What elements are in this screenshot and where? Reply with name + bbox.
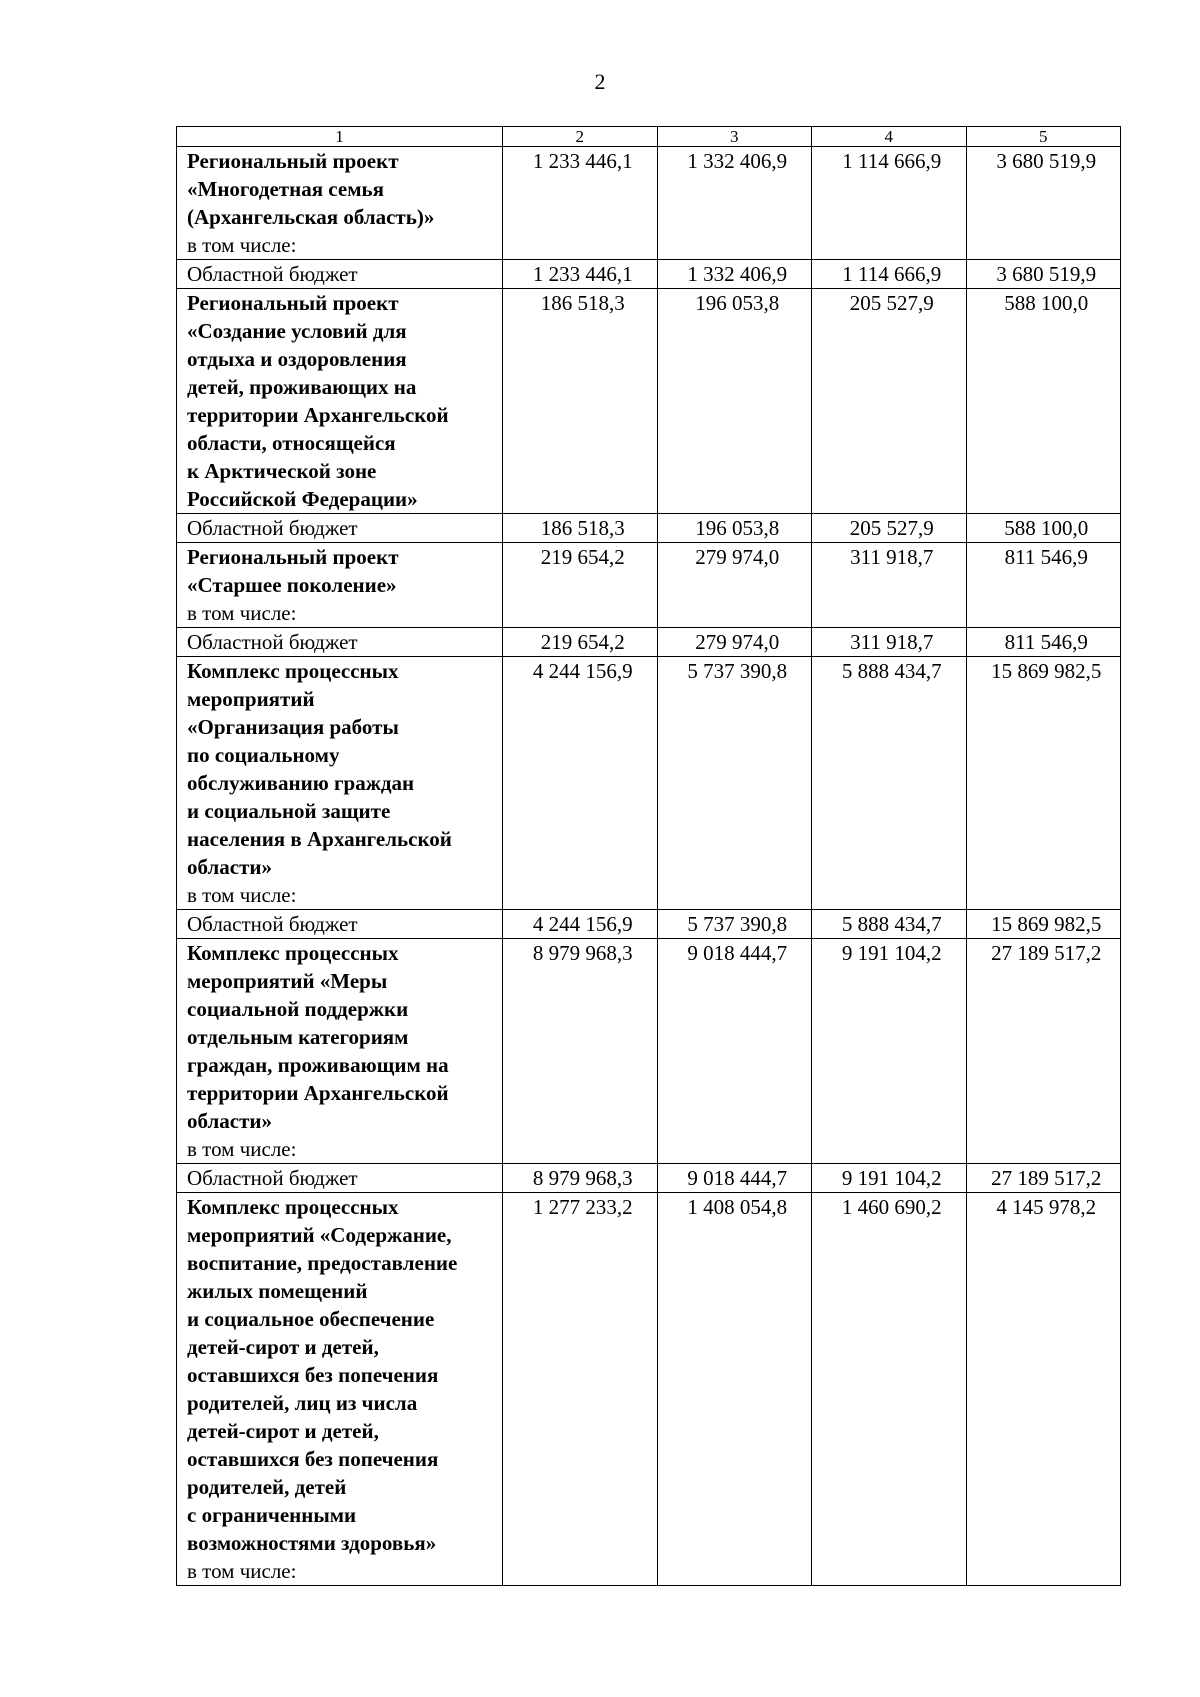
row-label-cell	[177, 910, 503, 939]
section-title: Региональный проект «Старшее поколение»	[187, 545, 399, 597]
table-row	[177, 260, 1121, 289]
value-cell: 5 737 390,8	[657, 657, 812, 910]
page-number: 2	[594, 69, 606, 94]
value-cell: 1 114 666,9	[812, 147, 967, 260]
row-label-cell	[177, 260, 503, 289]
table-row	[177, 289, 1121, 514]
column-header: 1	[177, 127, 503, 147]
section-title: Комплекс процессных мероприятий «Меры социальной поддержки отдельным категориям граждан, проживающим на территории Архангельской области»	[187, 941, 449, 1133]
section-subtitle: в том числе:	[187, 233, 297, 257]
section-subtitle: в том числе:	[187, 1559, 297, 1583]
value-cell: 219 654,2	[503, 628, 658, 657]
value-cell: 1 332 406,9	[657, 147, 812, 260]
budget-source-label: Областной бюджет	[187, 262, 358, 286]
value-cell: 186 518,3	[503, 514, 658, 543]
value-cell: 3 680 519,9	[966, 147, 1121, 260]
value-cell: 4 244 156,9	[503, 910, 658, 939]
value-cell: 219 654,2	[503, 543, 658, 628]
value-cell: 9 191 104,2	[812, 1164, 967, 1193]
value-cell: 27 189 517,2	[966, 1164, 1121, 1193]
row-label-cell	[177, 147, 503, 260]
value-cell: 588 100,0	[966, 289, 1121, 514]
value-cell: 4 145 978,2	[966, 1193, 1121, 1586]
section-title: Комплекс процессных мероприятий «Содержание, воспитание, предоставление жилых помещений и социальное обеспечение детей-сирот и детей, оставшихся без попечения родителей, лиц из числа детей-сирот и детей, оставшихся без попечения родителей, детей с ограниченными возможностями здоровья»	[187, 1195, 458, 1555]
table-row	[177, 543, 1121, 628]
row-label-cell	[177, 289, 503, 514]
value-cell: 5 888 434,7	[812, 910, 967, 939]
value-cell: 1 114 666,9	[812, 260, 967, 289]
value-cell: 1 408 054,8	[657, 1193, 812, 1586]
value-cell: 311 918,7	[812, 628, 967, 657]
value-cell: 27 189 517,2	[966, 939, 1121, 1164]
value-cell: 196 053,8	[657, 514, 812, 543]
budget-table	[176, 126, 1121, 1586]
section-title: Комплекс процессных мероприятий «Организация работы по социальному обслуживанию граждан и социальной защите населения в Архангельской области»	[187, 659, 452, 879]
value-cell: 279 974,0	[657, 543, 812, 628]
value-cell: 588 100,0	[966, 514, 1121, 543]
row-label-cell	[177, 1193, 503, 1586]
value-cell: 9 018 444,7	[657, 939, 812, 1164]
value-cell: 1 277 233,2	[503, 1193, 658, 1586]
budget-source-label: Областной бюджет	[187, 516, 358, 540]
value-cell: 279 974,0	[657, 628, 812, 657]
table-row	[177, 628, 1121, 657]
value-cell: 15 869 982,5	[966, 657, 1121, 910]
budget-source-label: Областной бюджет	[187, 630, 358, 654]
value-cell: 811 546,9	[966, 543, 1121, 628]
section-subtitle: в том числе:	[187, 601, 297, 625]
section-subtitle: в том числе:	[187, 1137, 297, 1161]
value-cell: 1 332 406,9	[657, 260, 812, 289]
column-header: 5	[966, 127, 1121, 147]
budget-source-label: Областной бюджет	[187, 912, 358, 936]
header-row	[177, 127, 1121, 147]
value-cell: 1 233 446,1	[503, 147, 658, 260]
table-header	[177, 127, 1121, 147]
row-label-cell	[177, 939, 503, 1164]
value-cell: 205 527,9	[812, 514, 967, 543]
value-cell: 186 518,3	[503, 289, 658, 514]
value-cell: 1 460 690,2	[812, 1193, 967, 1586]
column-header: 4	[812, 127, 967, 147]
table-row	[177, 514, 1121, 543]
value-cell: 4 244 156,9	[503, 657, 658, 910]
value-cell: 5 737 390,8	[657, 910, 812, 939]
table-row	[177, 147, 1121, 260]
value-cell: 205 527,9	[812, 289, 967, 514]
table-body	[177, 147, 1121, 1586]
value-cell: 9 018 444,7	[657, 1164, 812, 1193]
row-label-cell	[177, 657, 503, 910]
value-cell: 8 979 968,3	[503, 939, 658, 1164]
value-cell: 5 888 434,7	[812, 657, 967, 910]
column-header: 3	[657, 127, 812, 147]
row-label-cell	[177, 514, 503, 543]
value-cell: 8 979 968,3	[503, 1164, 658, 1193]
section-title: Региональный проект «Создание условий для отдыха и оздоровления детей, проживающих на территории Архангельской области, относящейся к Арктической зоне Российской Федерации»	[187, 291, 449, 511]
table-row	[177, 1164, 1121, 1193]
table-row	[177, 939, 1121, 1164]
table-row	[177, 910, 1121, 939]
value-cell: 1 233 446,1	[503, 260, 658, 289]
value-cell: 9 191 104,2	[812, 939, 967, 1164]
value-cell: 3 680 519,9	[966, 260, 1121, 289]
row-label-cell	[177, 543, 503, 628]
row-label-cell	[177, 1164, 503, 1193]
budget-source-label: Областной бюджет	[187, 1166, 358, 1190]
section-subtitle: в том числе:	[187, 883, 297, 907]
value-cell: 15 869 982,5	[966, 910, 1121, 939]
value-cell: 196 053,8	[657, 289, 812, 514]
row-label-cell	[177, 628, 503, 657]
table-row	[177, 1193, 1121, 1586]
table-row	[177, 657, 1121, 910]
section-title: Региональный проект «Многодетная семья (Архангельская область)»	[187, 149, 435, 229]
column-header: 2	[503, 127, 658, 147]
value-cell: 811 546,9	[966, 628, 1121, 657]
value-cell: 311 918,7	[812, 543, 967, 628]
